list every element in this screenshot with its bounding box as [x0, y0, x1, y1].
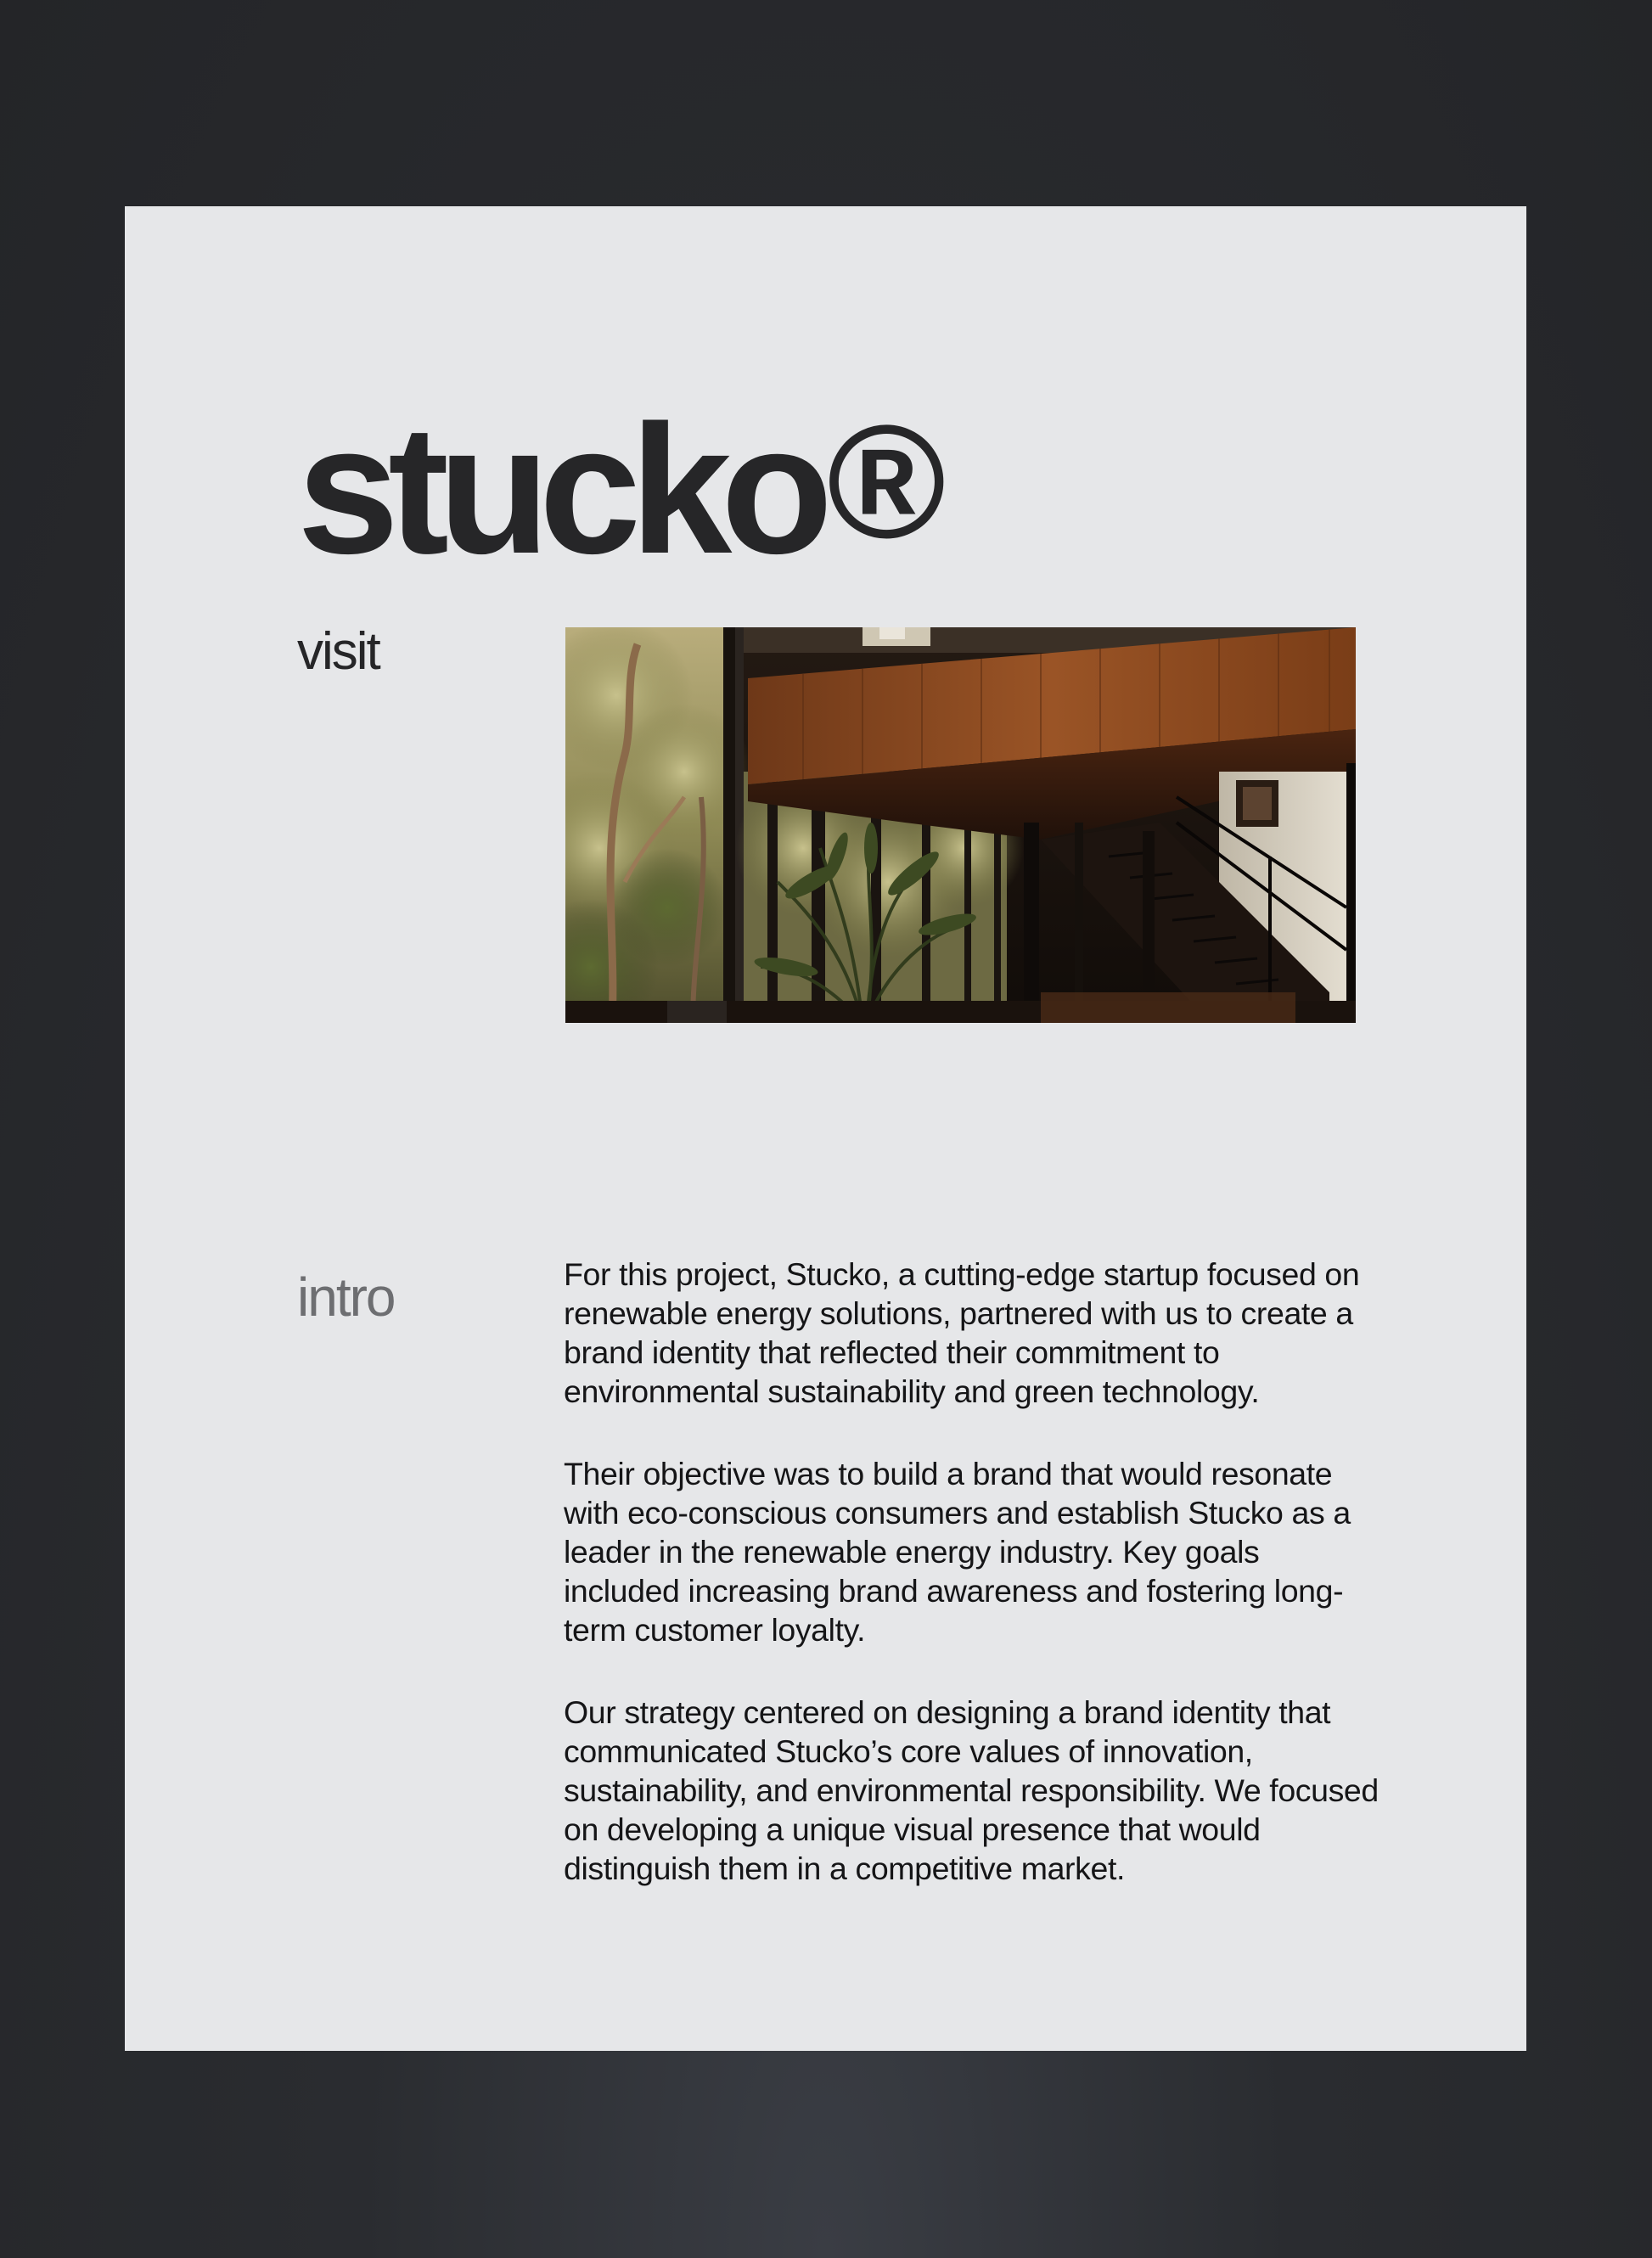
- visit-label: visit: [297, 622, 379, 681]
- visit-link[interactable]: [297, 622, 550, 682]
- brand-title: [297, 386, 947, 592]
- intro-paragraph: Our strategy centered on designing a brand identity that communicated Stucko’s core values of innovation, sustainability, and environmental responsibility. We focused on developing a unique visual presence that would distinguish them in a competitive market.: [564, 1694, 1379, 1886]
- intro-paragraph: For this project, Stucko, a cutting-edge startup focused on renewable energy solutions, partnered with us to create a brand identity that reflected their commitment to environmental sustainability and green technology.: [564, 1256, 1360, 1409]
- case-study-card: [125, 206, 1526, 2051]
- interior-photo-icon: [565, 627, 1356, 1023]
- intro-label: intro: [297, 1267, 395, 1328]
- intro-body: [564, 1255, 1379, 1931]
- brand-name: stucko: [297, 386, 823, 592]
- hero-image: [565, 627, 1356, 1023]
- intro-paragraph: Their objective was to build a brand that would resonate with eco-conscious consumers and establish Stucko as a leader in the renewable energy industry. Key goals included increasing brand awareness and fostering long-term customer loyalty.: [564, 1456, 1351, 1648]
- registered-mark: ®: [827, 392, 947, 572]
